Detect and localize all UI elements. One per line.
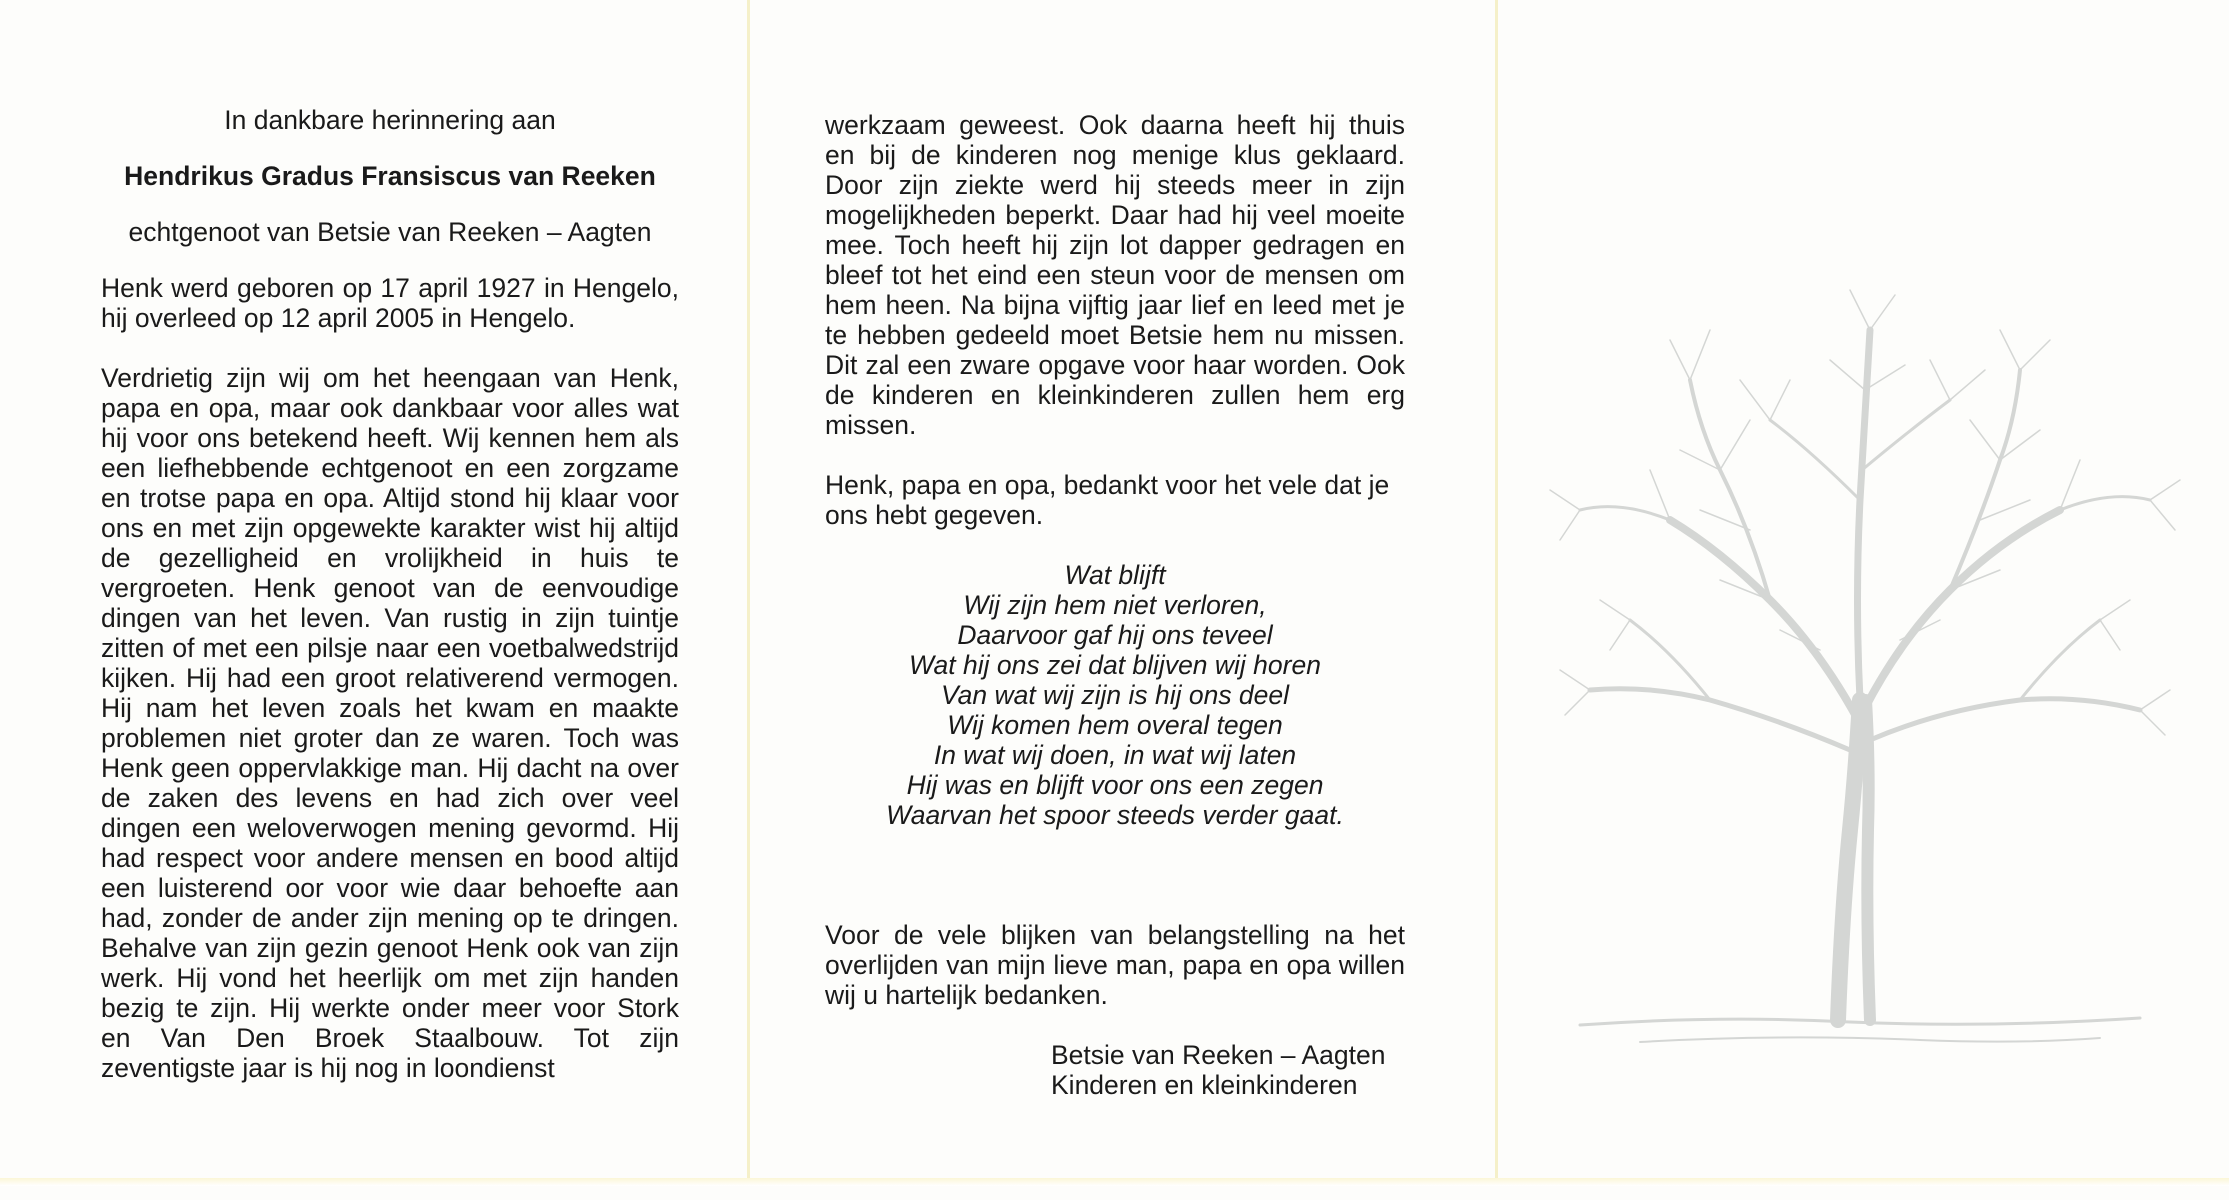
poem-line: Wat hij ons zei dat blijven wij horen: [909, 650, 1321, 680]
biography-paragraph: Verdrietig zijn wij om het heengaan van Henk, papa en opa, maar ook dankbaar voor alles wat hij voor ons betekend heeft. Wij kennen hem als een liefhebbende echtgenoot en een zorgzame en trotse papa en opa. Altijd stond hij klaar voor ons en met zijn opgewekte karakter wist hij altijd de gezelligheid en vrolijkheid in huis te vergroeten. Henk genoot van de eenvoudige dingen van het leven. Van rustig in zijn tuintje zitten of met een pilsje naar een voetbalwedstrijd kijken. Hij had een groot relativerend vermogen. Hij nam het leven zoals het kwam en maakte problemen niet groter dan ze waren. Toch was Henk geen oppervlakkige man. Hij dacht na over de zaken des levens en had zich over veel dingen een weloverwogen mening gevormd. Hij had respect voor andere mensen en bood altijd een luisterend oor voor wie daar behoefte aan had, zonder de ander zijn mening op te dringen. Behalve van zijn gezin genoot Henk ook van zijn werk. Hij vond het heerlijk om met zijn handen bezig te zijn. Hij werkte onder meer voor Stork en Van Den Broek Staalbouw. Tot zijn zeventigste jaar is hij nog in loondienst: [101, 363, 679, 1083]
birth-death-paragraph: Henk werd geboren op 17 april 1927 in Hengelo, hij overleed op 12 april 2005 in Hengelo.: [101, 273, 679, 333]
poem-line: Hij was en blijft voor ons een zegen: [906, 770, 1324, 800]
card-bottom-edge: [0, 1178, 2229, 1186]
poem-line: In wat wij doen, in wat wij laten: [933, 740, 1297, 770]
fold-line-left: [747, 0, 750, 1185]
poem-line: Van wat wij zijn is hij ons deel: [940, 680, 1290, 710]
signature: [1051, 1040, 1405, 1100]
left-column: [101, 105, 679, 1083]
middle-column: [825, 110, 1405, 1100]
fold-line-right: [1495, 0, 1498, 1185]
poem: [825, 560, 1405, 830]
poem-line: Daarvoor gaf hij ons teveel: [957, 620, 1273, 650]
signature-line: Betsie van Reeken – Aagten: [1051, 1040, 1386, 1070]
spouse-line: echtgenoot van Betsie van Reeken – Aagten: [128, 217, 652, 247]
poem-line: Wij zijn hem niet verloren,: [963, 590, 1267, 620]
farewell-paragraph: Henk, papa en opa, bedankt voor het vele dat je ons hebt gegeven.: [825, 470, 1390, 530]
thanks-paragraph: Voor de vele blijken van belangstelling na het overlijden van mijn lieve man, papa en opa willen wij u hartelijk bedanken.: [825, 920, 1405, 1010]
poem-line: Waarvan het spoor steeds verder gaat.: [886, 800, 1344, 830]
biography-continued-paragraph: werkzaam geweest. Ook daarna heeft hij thuis en bij de kinderen nog menige klus geklaard. Door zijn ziekte werd hij steeds meer in zijn mogelijkheden beperkt. Daar had hij veel moeite mee. Toch heeft hij zijn lot dapper gedragen en bleef tot het eind een steun voor de mensen om hem heen. Na bijna vijftig jaar lief en leed met je te hebben gedeeld moet Betsie hem nu missen. Dit zal een zware opgave voor haar worden. Ook de kinderen en kleinkinderen zullen hem erg missen.: [825, 110, 1405, 440]
signature-line: Kinderen en kleinkinderen: [1051, 1070, 1358, 1100]
tree-icon: [1520, 270, 2200, 1090]
deceased-name: Hendrikus Gradus Fransiscus van Reeken: [124, 161, 656, 191]
poem-line: Wij komen hem overal tegen: [947, 710, 1283, 740]
memorial-intro: In dankbare herinnering aan: [224, 105, 556, 135]
poem-title: Wat blijft: [1064, 560, 1166, 590]
